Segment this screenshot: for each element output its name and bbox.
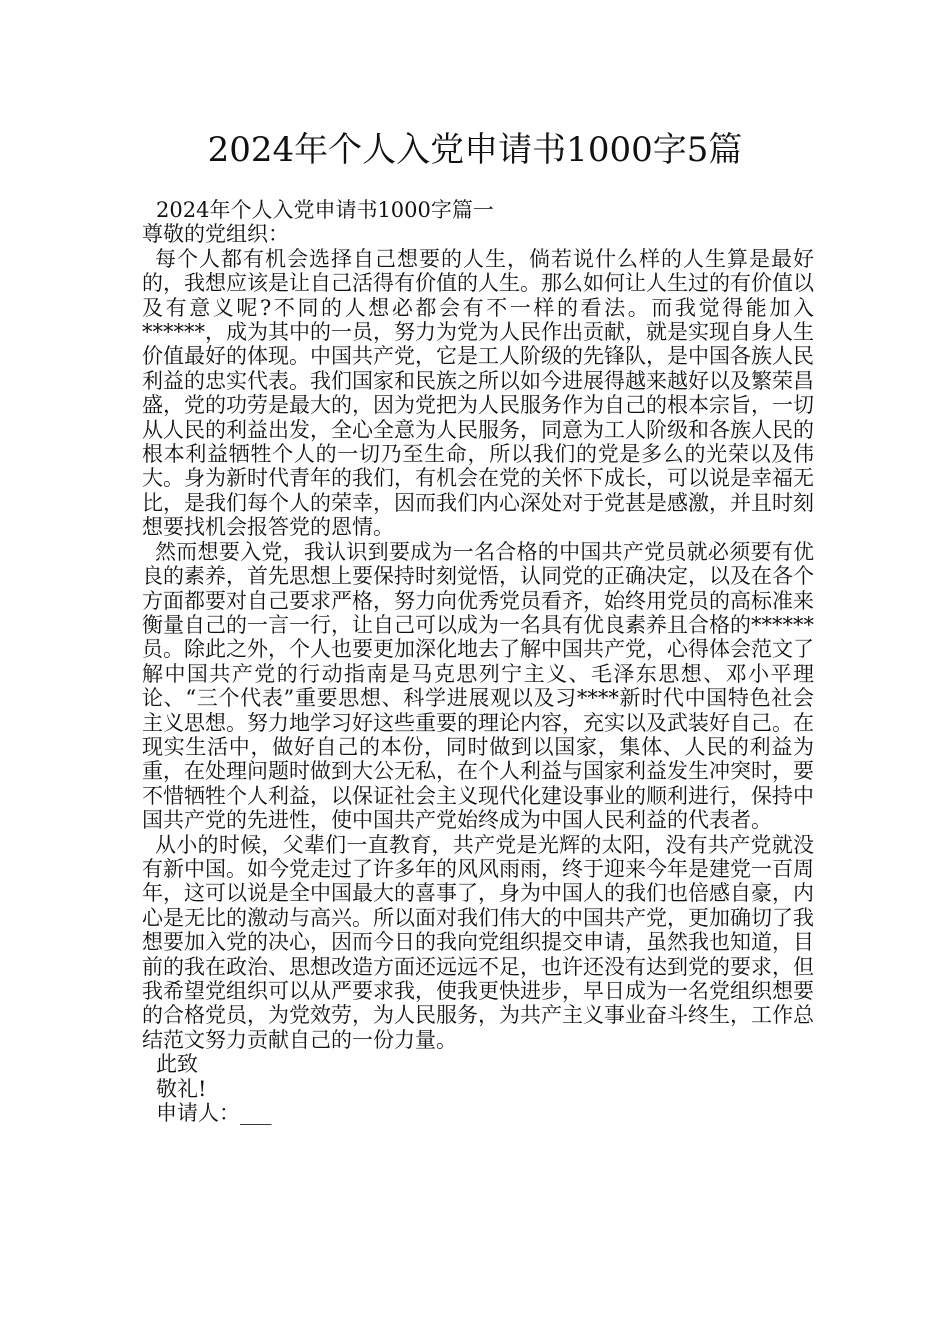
body-paragraph-1: 每个人都有机会选择自己想要的人生，倘若说什么样的人生算是最好的，我想应该是让自己活得有价值的人生。那么如何让人生过的有价值以及有意义呢?不同的人想必都会有不一样的看法。而我觉得能加入******，成为其中的一员，努力为党为人民作出贡献，就是实现自身人生价值最好的体现。中国共产党，它是工人阶级的先锋队，是中国各族人民利益的忠实代表。我们国家和民族之所以如今进展得越来越好以及繁荣昌盛，党的功劳是最大的，因为党把为人民服务作为自己的根本宗旨，一切从人民的利益出发，全心全意为人民服务，同意为工人阶级和各族人民的根本利益牺牲个人的一切乃至生命，所以我们的党是多么的光荣以及伟大。身为新时代青年的我们，有机会在党的关怀下成长，可以说是幸福无比，是我们每个人的荣幸，因而我们内心深处对于党甚是感激，并且时刻想要找机会报答党的恩情。: [142, 246, 814, 540]
closing-salute: 此致: [156, 1052, 198, 1077]
section-heading: 2024年个人入党申请书1000字篇一: [156, 198, 494, 222]
document-body: [142, 198, 814, 1125]
salutation: 尊敬的党组织：: [142, 222, 289, 247]
document-title: 2024年个人入党申请书1000字5篇: [207, 130, 743, 170]
body-paragraph-2: 然而想要入党，我认识到要成为一名合格的中国共产党员就必须要有优良的素养，首先思想上要保持时刻觉悟，认同党的正确决定，以及在各个方面都要对自己要求严格，努力向优秀党员看齐，始终用党员的高标准来衡量自己的一言一行，让自己可以成为一名具有优良素养且合格的******员。除此之外，个人也要更加深化地去了解中国共产党，心得体会范文了解中国共产党的行动指南是马克思列宁主义、毛泽东思想、邓小平理论、“三个代表”重要思想、科学进展观以及习****新时代中国特色社会主义思想。努力地学习好这些重要的理论内容，充实以及武装好自己。在现实生活中，做好自己的本份，同时做到以国家，集体、人民的利益为重，在处理问题时做到大公无私，在个人利益与国家利益发生冲突时，要不惜牺牲个人利益，以保证社会主义现代化建设事业的顺利进行，保持中国共产党的先进性，使中国共产党始终成为中国人民利益的代表者。: [142, 539, 814, 833]
body-paragraph-3: 从小的时候，父辈们一直教育，共产党是光辉的太阳，没有共产党就没有新中国。如今党走过了许多年的风风雨雨，终于迎来今年是建党一百周年，这可以说是全中国最大的喜事了，身为中国人的我们也倍感自豪，内心是无比的激动与高兴。所以面对我们伟大的中国共产党，更加确切了我想要加入党的决心，因而今日的我向党组织提交申请，虽然我也知道，目前的我在政治、思想改造方面还远远不足，也许还没有达到党的要求，但我希望党组织可以从严要求我，使我更快进步，早日成为一名党组织想要的合格党员，为党效劳，为人民服务，为共产主义事业奋斗终生，工作总结范文努力贡献自己的一份力量。: [142, 832, 814, 1052]
signature-line: 申请人：___: [156, 1101, 272, 1126]
closing-regards: 敬礼!: [156, 1076, 207, 1101]
